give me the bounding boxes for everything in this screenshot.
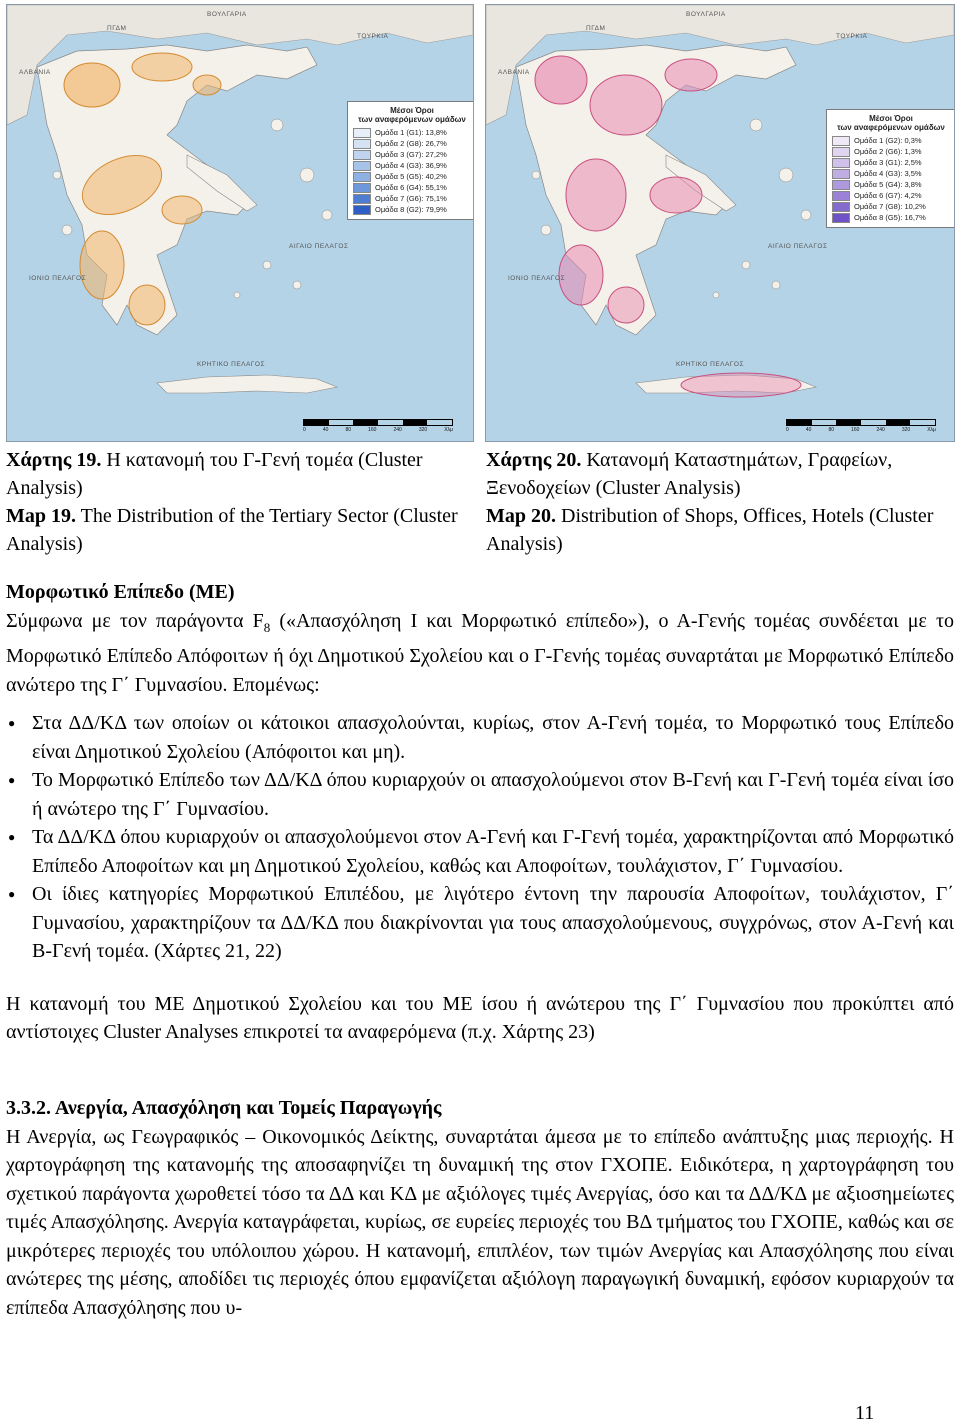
legend-swatch (832, 202, 850, 212)
label-turkey: ΤΟΥΡΚΙΑ (836, 33, 868, 40)
legend-swatch (832, 136, 850, 146)
label-bulgaria: ΒΟΥΛΓΑΡΙΑ (686, 11, 726, 18)
caption-greek: Χάρτης 20. Κατανομή Καταστημάτων, Γραφείων, Ξενοδοχείων (Cluster Analysis) (486, 449, 893, 499)
legend-label: Ομάδα 8 (G2): 79,9% (375, 205, 447, 214)
legend-swatch (832, 191, 850, 201)
legend-row (832, 146, 950, 157)
legend-row (353, 149, 471, 160)
section-heading: 3.3.2. Ανεργία, Απασχόληση και Τομείς Παραγωγής (6, 1097, 442, 1119)
legend-row (353, 127, 471, 138)
label-ionian: ΙΟΝΙΟ ΠΕΛΑΓΟΣ (508, 275, 566, 282)
closing-paragraph: Η κατανομή του ΜΕ Δημοτικού Σχολείου και του ΜΕ ίσου ή ανώτερου της Γ΄ Γυμνασίου που προκύπτει από αντίστοιχες Cluster Analyses επικροτεί τα αναφερόμενα (π.χ. Χάρτης 23) (6, 992, 954, 1043)
legend-swatch (353, 205, 371, 215)
legend-row (832, 179, 950, 190)
legend-label: Ομάδα 4 (G3): 36,9% (375, 161, 447, 170)
label-fyrom: ΠΓΔΜ (586, 25, 606, 32)
label-cretan: ΚΡΗΤΙΚΟ ΠΕΛΑΓΟΣ (676, 361, 744, 368)
list-item: ● Οι ίδιες κατηγορίες Μορφωτικού Επιπέδου, με λιγότερο έντονη την παρουσία Αποφοίτων, τουλάχιστον, Γ΄ Γυμνασίου, χαρακτηρίζουν τα ΔΔ/ΚΔ που διακρίνονται για τους απασχολούμενους, συγχρόνως, στον Α-Γενή και Β-Γενή τομέα. (Χάρτες 21, 22) (6, 880, 954, 966)
label-aegean: ΑΙΓΑΙΟ ΠΕΛΑΓΟΣ (289, 243, 349, 250)
label-aegean: ΑΙΓΑΙΟ ΠΕΛΑΓΟΣ (768, 243, 828, 250)
legend-row (832, 201, 950, 212)
legend-label: Ομάδα 2 (G6): 1,3% (854, 147, 922, 156)
legend-label: Ομάδα 1 (G1): 13,8% (375, 128, 447, 137)
legend-row (832, 212, 950, 223)
caption-english: Map 20. Distribution of Shops, Offices, Hotels (Cluster Analysis) (486, 505, 934, 555)
legend-swatch (832, 180, 850, 190)
legend-swatch (353, 183, 371, 193)
list-item: ● Στα ΔΔ/ΚΔ των οποίων οι κάτοικοι απασχολούνται, κυρίως, στον Α-Γενή τομέα, το Μορφωτικό τους Επίπεδο είναι Δημοτικού Σχολείου (Απόφοιτοι και μη). (6, 709, 954, 766)
caption-english: Map 19. The Distribution of the Tertiary Sector (Cluster Analysis) (6, 505, 458, 555)
label-ionian: ΙΟΝΙΟ ΠΕΛΑΓΟΣ (29, 275, 87, 282)
bullet-icon: ● (8, 773, 16, 787)
section-paragraph: Η Ανεργία, ως Γεωγραφικός – Οικονομικός Δείκτης, συναρτάται άμεσα με το επίπεδο ανάπτυξης μιας περιοχής. Η χαρτογράφηση της κατανομής της αποσαφηνίζει τη δυναμική της στον ΓΧΟΠΕ. Ειδικότερα, η χαρτογράφηση του σχετικού παράγοντα χωροθετεί τόσο τα ΔΔ και ΚΔ με αξιόλογες τιμές Ανεργίας, όσο και τα ΔΔ/ΚΔ με αξιοσημείωτες τιμές Απασχόλησης. Ανεργία καταγράφεται, κυρίως, σε ευρείες περιοχές του ΒΔ τμήματος του ΓΧΟΠΕ, καθώς και σε μικρότερες περιοχές του υπόλοιπου χώρου. Η κατανομή, επιπλέον, των τιμών Ανεργίας και Απασχόλησης που είναι ανώτερες της μέσης, αποδίδει τις περιοχές όπου εμφανίζεται αξιόλογη παραγωγική δυναμική, εφόσον κυριαρχούν τα επίπεδα Απασχόλησης που υ- (6, 1125, 954, 1319)
legend-title: Μέσοι Όροι των αναφερόμενων ομάδων (358, 106, 466, 124)
legend-title: Μέσοι Όροι των αναφερόμενων ομάδων (837, 114, 945, 132)
scale-tick-label: 160 (368, 427, 377, 433)
bullet-icon: ● (8, 716, 16, 730)
legend-label: Ομάδα 2 (G8): 26,7% (375, 139, 447, 148)
legend-row (353, 171, 471, 182)
list-item: ● Τα ΔΔ/ΚΔ όπου κυριαρχούν οι απασχολούμενοι στον Α-Γενή και Γ-Γενή τομέα, χαρακτηρίζονται από Μορφωτικό Επίπεδο Αποφοίτων και μη Δημοτικού Σχολείου, καθώς και Αποφοίτων, τουλάχιστον, Γ΄ Γυμνασίου. (6, 823, 954, 880)
legend-label: Ομάδα 7 (G8): 10,2% (854, 202, 926, 211)
caption-greek: Χάρτης 19. Η κατανομή του Γ-Γενή τομέα (Cluster Analysis) (6, 449, 423, 499)
map-legend (347, 101, 474, 220)
legend-swatch (832, 147, 850, 157)
map-19-caption (6, 446, 466, 558)
scale-tick-label: 320 (901, 427, 911, 433)
scale-tick-label: 80 (345, 427, 351, 433)
legend-label: Ομάδα 7 (G6): 75,1% (375, 194, 447, 203)
legend-label: Ομάδα 6 (G4): 55,1% (375, 183, 447, 192)
legend-swatch (353, 161, 371, 171)
legend-swatch (353, 128, 371, 138)
scale-tick-label: 0 (303, 427, 306, 433)
label-fyrom: ΠΓΔΜ (107, 25, 127, 32)
bullet-icon: ● (8, 830, 16, 844)
section-heading: Μορφωτικό Επίπεδο (ΜΕ) (6, 581, 235, 603)
page-number: 11 (855, 1402, 875, 1424)
scale-bar (303, 419, 453, 433)
map-20-caption (486, 446, 956, 558)
bullet-list (6, 709, 954, 966)
greece-map-graphic (7, 5, 473, 441)
legend-row (353, 182, 471, 193)
legend-label: Ομάδα 6 (G7): 4,2% (854, 191, 922, 200)
legend-label: Ομάδα 4 (G3): 3,5% (854, 169, 922, 178)
legend-label: Ομάδα 3 (G1): 2,5% (854, 158, 922, 167)
scale-tick-label: Χλμ (927, 427, 936, 433)
legend-row (832, 190, 950, 201)
map-legend (826, 109, 955, 228)
scale-tick-label: 320 (418, 427, 428, 433)
legend-label: Ομάδα 5 (G4): 3,8% (854, 180, 922, 189)
scale-tick-label: 240 (393, 427, 402, 433)
legend-row (832, 135, 950, 146)
section-education-level (6, 578, 954, 1047)
legend-label: Ομάδα 5 (G5): 40,2% (375, 172, 447, 181)
scale-tick-label: 0 (786, 427, 789, 433)
label-albania: ΑΛΒΑΝΙΑ (498, 69, 530, 76)
bullet-icon: ● (8, 887, 16, 901)
label-bulgaria: ΒΟΥΛΓΑΡΙΑ (207, 11, 247, 18)
legend-label: Ομάδα 8 (G5): 16,7% (854, 213, 926, 222)
legend-label: Ομάδα 3 (G7): 27,2% (375, 150, 447, 159)
legend-swatch (353, 172, 371, 182)
scale-tick-label: 160 (851, 427, 860, 433)
legend-swatch (353, 150, 371, 160)
label-turkey: ΤΟΥΡΚΙΑ (357, 33, 389, 40)
label-albania: ΑΛΒΑΝΙΑ (19, 69, 51, 76)
section-3-3-2 (6, 1094, 954, 1322)
map-19-tertiary-sector (6, 4, 474, 442)
scale-tick-label: 40 (322, 427, 329, 433)
scale-tick-label: Χλμ (444, 427, 453, 433)
map-20-shops-offices-hotels (485, 4, 955, 442)
legend-row (353, 193, 471, 204)
legend-swatch (832, 158, 850, 168)
scale-tick-label: 40 (805, 427, 812, 433)
legend-swatch (353, 139, 371, 149)
legend-row (832, 168, 950, 179)
legend-swatch (832, 213, 850, 223)
scale-tick-label: 80 (828, 427, 834, 433)
intro-paragraph: Σύμφωνα με τον παράγοντα $F_8$ («Απασχόληση Ι και Μορφωτικό επίπεδο»), ο Α-Γενής τομέας συνδέεται με το Μορφωτικό Επίπεδο Απόφοιτων ή όχι Δημοτικού Σχολείου και ο Γ-Γενής τομέας συναρτάται με Μορφωτικό Επίπεδο ανώτερο της Γ΄ Γυμνασίου. Επομένως: (6, 609, 955, 696)
legend-row (353, 138, 471, 149)
list-item: ● Το Μορφωτικό Επίπεδο των ΔΔ/ΚΔ όπου κυριαρχούν οι απασχολούμενοι στον Β-Γενή και Γ-Γενή τομέα είναι ίσο ή ανώτερο της Γ΄ Γυμνασίου. (6, 766, 954, 823)
legend-swatch (353, 194, 371, 204)
legend-swatch (832, 169, 850, 179)
legend-label: Ομάδα 1 (G2): 0,3% (854, 136, 922, 145)
legend-row (353, 204, 471, 215)
legend-row (832, 157, 950, 168)
legend-row (353, 160, 471, 171)
scale-tick-label: 240 (876, 427, 885, 433)
scale-bar (786, 419, 936, 433)
label-cretan: ΚΡΗΤΙΚΟ ΠΕΛΑΓΟΣ (197, 361, 265, 368)
